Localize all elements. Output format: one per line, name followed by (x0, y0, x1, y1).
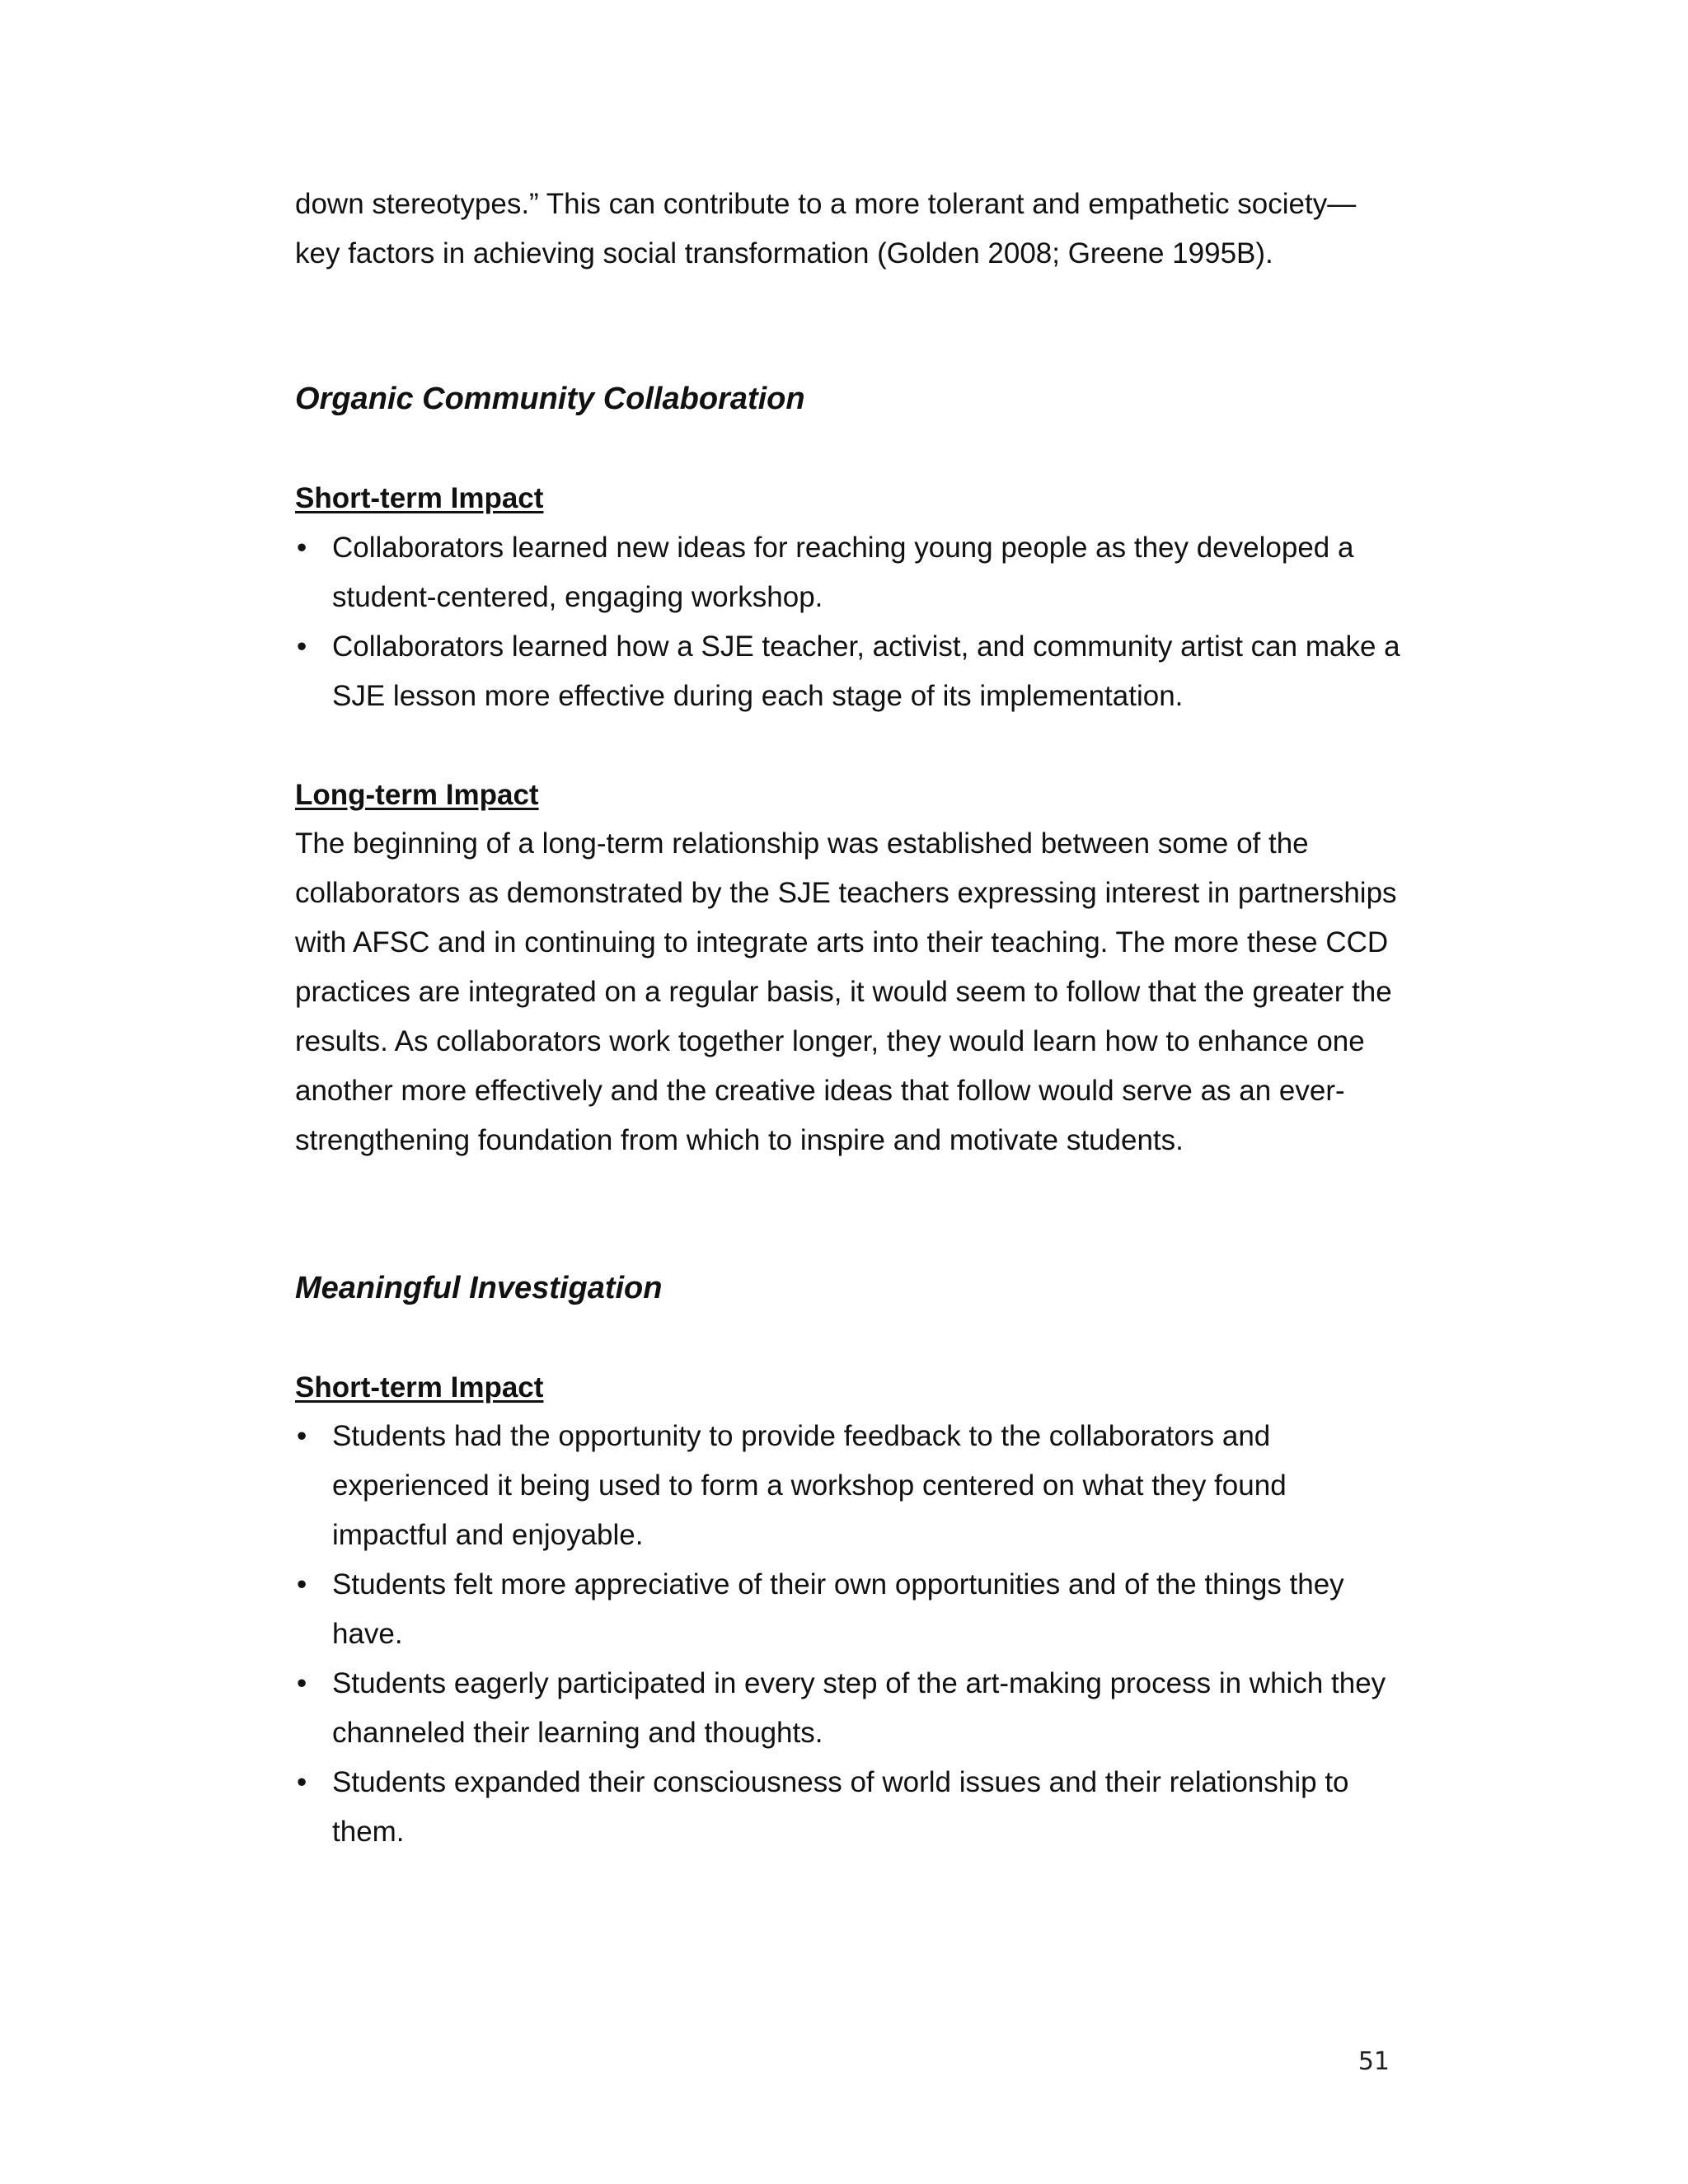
paragraph-line: collaborators as demonstrated by the SJE teachers expressing interest in partnerships (295, 877, 1397, 909)
paragraph-line: strengthening foundation from which to inspire and motivate students. (295, 1124, 1184, 1156)
intro-paragraph (295, 180, 1400, 279)
list-item-line: impactful and enjoyable. (332, 1519, 644, 1551)
bullet-glyph: • (297, 1766, 307, 1798)
paragraph-line: practices are integrated on a regular basis, it would seem to follow that the greater the (295, 976, 1392, 1008)
list-item (295, 622, 1400, 721)
list-item-line: Students expanded their consciousness of world issues and their relationship to (332, 1766, 1349, 1798)
paragraph-line: The beginning of a long-term relationship was established between some of the (295, 827, 1309, 860)
paragraph-line: results. As collaborators work together longer, they would learn how to enhance one (295, 1025, 1365, 1057)
long-term-heading: Long-term Impact (295, 779, 539, 811)
short-term-heading: Short-term Impact (295, 1371, 544, 1404)
list-item (295, 1560, 1400, 1659)
list-item-line: them. (332, 1816, 405, 1848)
section-heading: Meaningful Investigation (295, 1271, 663, 1305)
paragraph-line: down stereotypes.” This can contribute to a more tolerant and empathetic society— (295, 188, 1357, 220)
bullet-list (295, 1412, 1400, 1857)
list-item (295, 1412, 1400, 1560)
bullet-list (295, 523, 1400, 721)
page-number: 51 (1357, 2047, 1390, 2076)
list-item-line: SJE lesson more effective during each stage of its implementation. (332, 680, 1184, 712)
list-item-line: Collaborators learned new ideas for reaching young people as they developed a (332, 532, 1354, 564)
paragraph-line: with AFSC and in continuing to integrate arts into their teaching. The more these CCD (295, 926, 1389, 958)
list-item (295, 1659, 1400, 1758)
paragraph-line: another more effectively and the creative ideas that follow would serve as an ever- (295, 1075, 1345, 1107)
list-item (295, 1758, 1400, 1857)
list-item-line: Students had the opportunity to provide feedback to the collaborators and (332, 1420, 1271, 1452)
bullet-glyph: • (297, 1568, 307, 1601)
list-item-line: experienced it being used to form a workshop centered on what they found (332, 1469, 1287, 1502)
bullet-glyph: • (297, 1420, 307, 1452)
long-term-paragraph (295, 819, 1400, 1165)
list-item-line: channeled their learning and thoughts. (332, 1717, 823, 1749)
list-item-line: have. (332, 1618, 403, 1650)
list-item-line: Students felt more appreciative of their own opportunities and of the things they (332, 1568, 1344, 1601)
list-item-line: Collaborators learned how a SJE teacher, activist, and community artist can make a (332, 630, 1400, 663)
list-item-line: student-centered, engaging workshop. (332, 581, 823, 613)
short-term-heading: Short-term Impact (295, 482, 544, 514)
paragraph-line: key factors in achieving social transformation (Golden 2008; Greene 1995B). (295, 237, 1273, 269)
section-heading: Organic Community Collaboration (295, 382, 805, 416)
list-item (295, 523, 1400, 622)
bullet-glyph: • (297, 1667, 307, 1699)
list-item-line: Students eagerly participated in every step of the art-making process in which they (332, 1667, 1386, 1699)
bullet-glyph: • (297, 630, 307, 663)
bullet-glyph: • (297, 532, 307, 564)
